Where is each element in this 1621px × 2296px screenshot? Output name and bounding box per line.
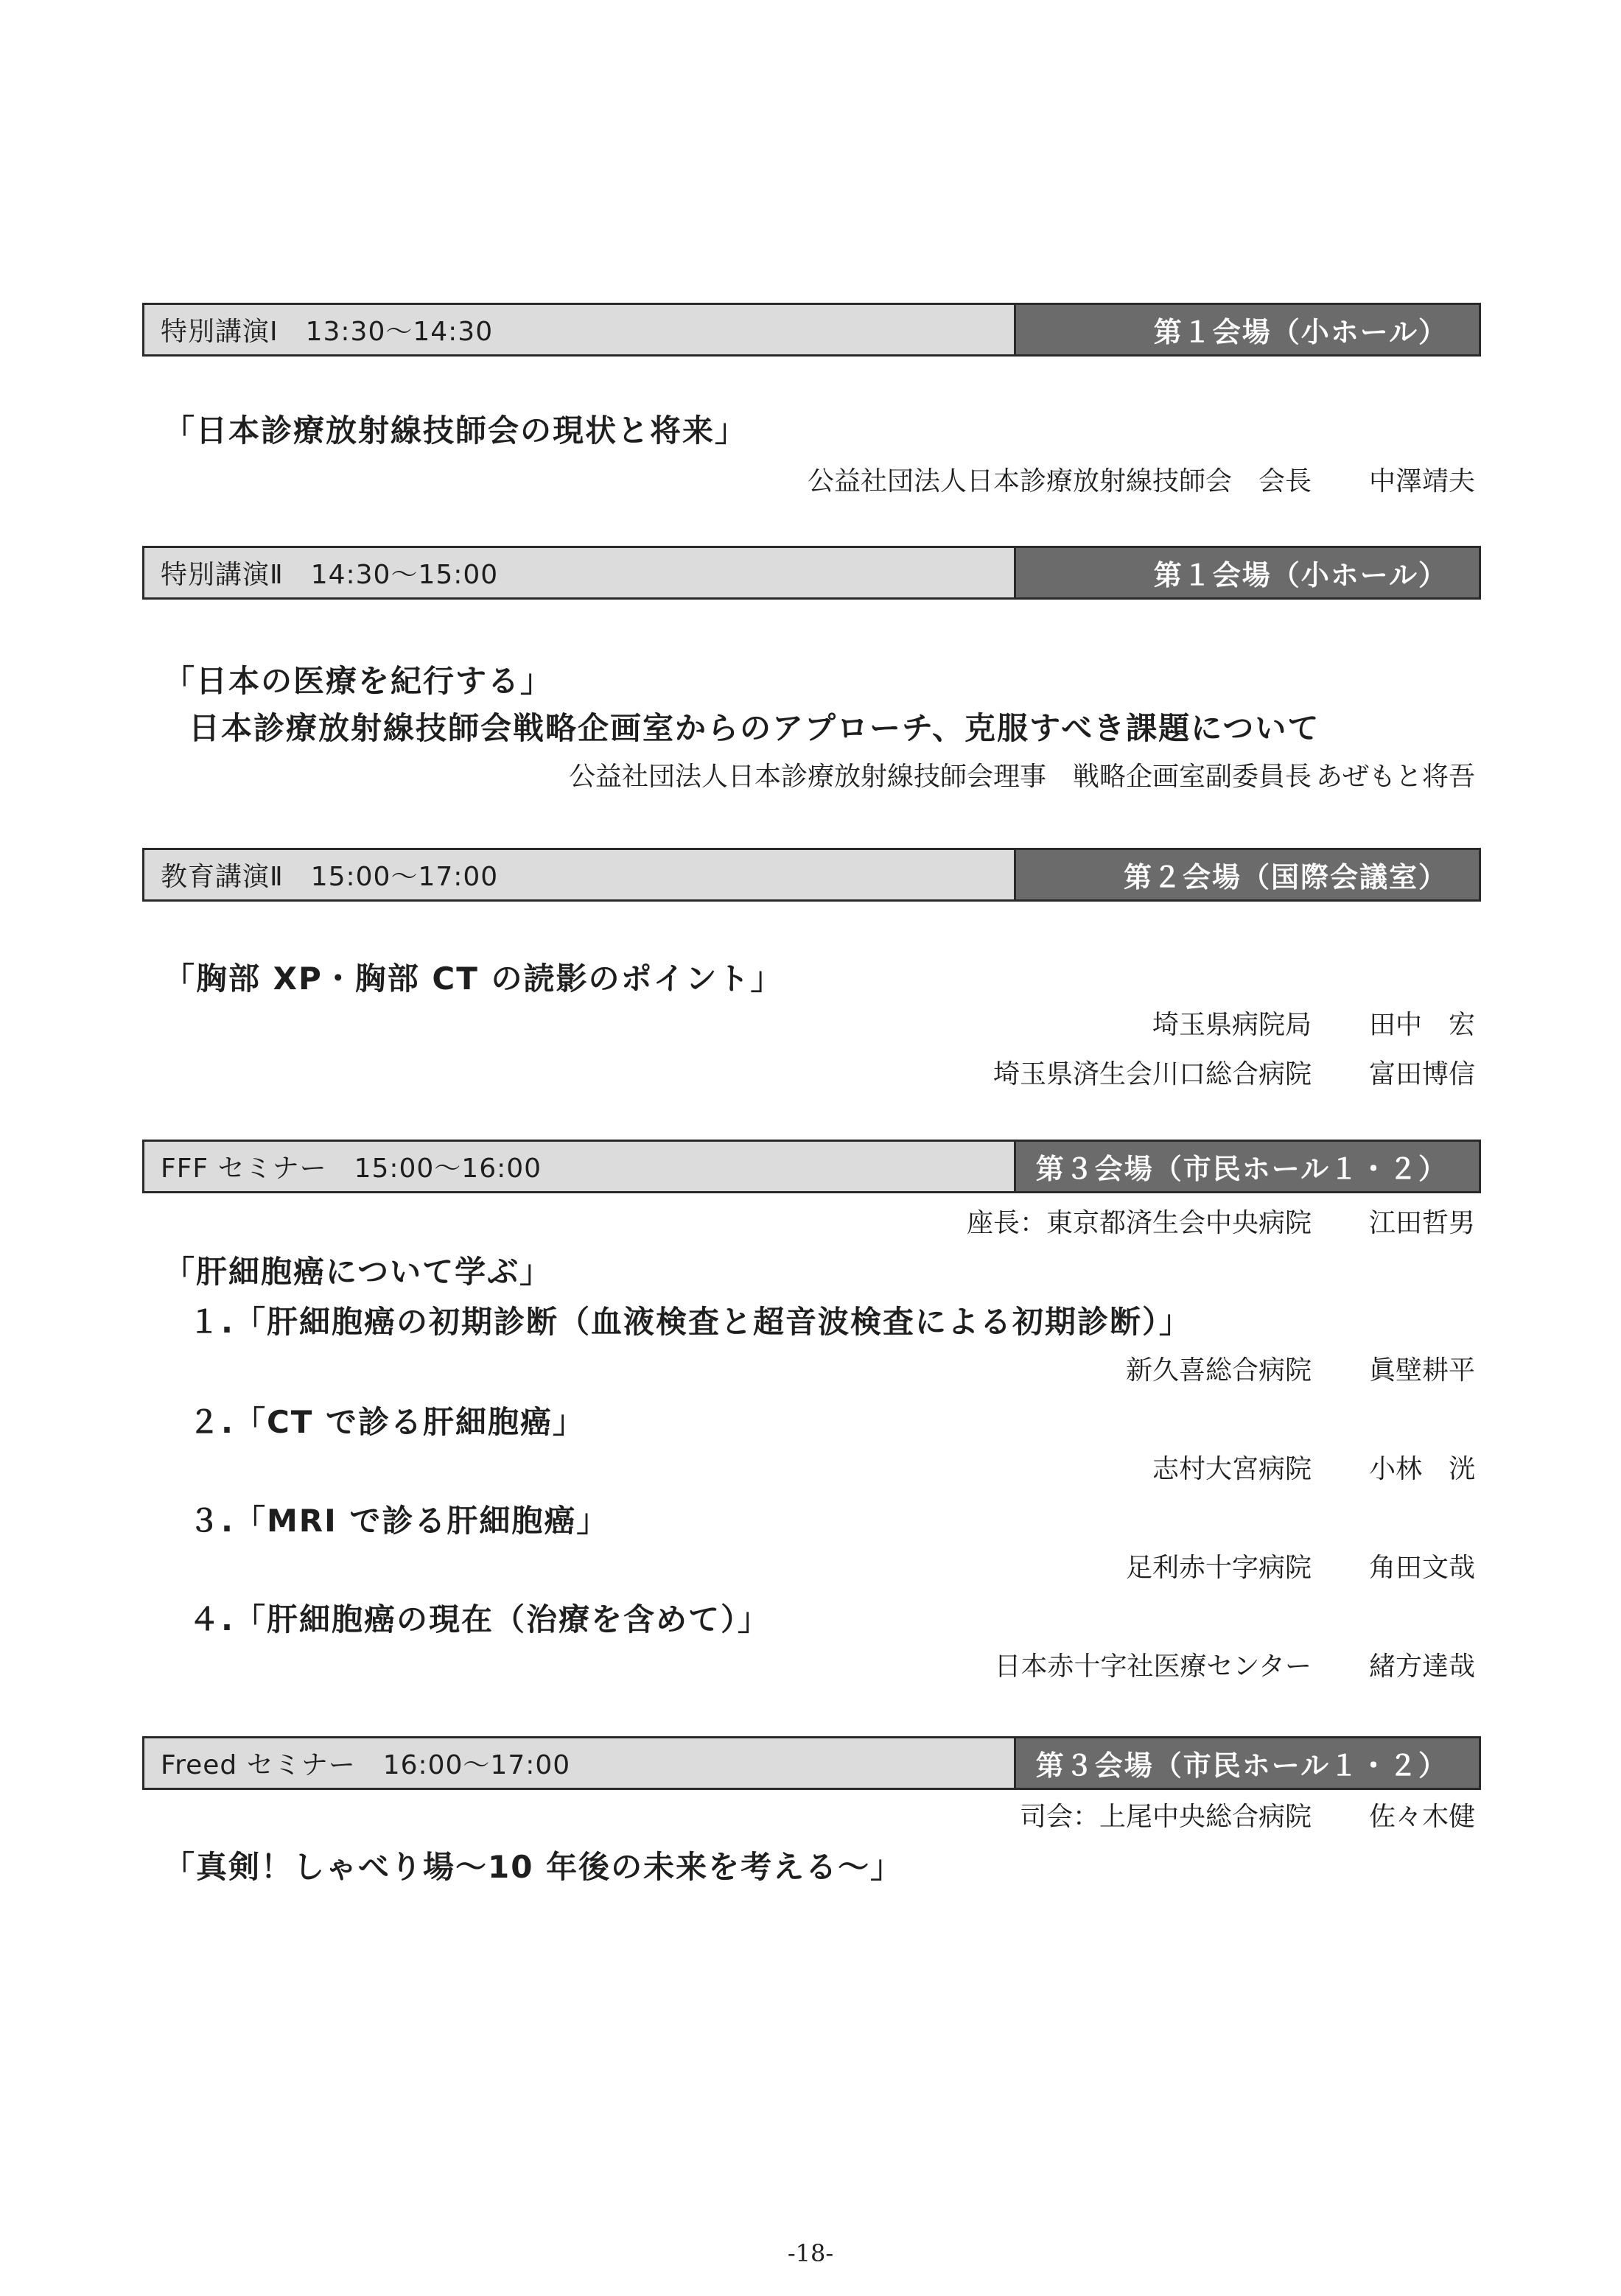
chair-affiliation: 司会：上尾中央総合病院 (1019, 1802, 1312, 1832)
session-time-label: 特別講演Ⅰ 13:30〜14:30 (144, 305, 1016, 354)
session-venue-label: 第１会場（小ホール） (1016, 548, 1479, 597)
speaker-name: 田中 宏 (1368, 1010, 1475, 1040)
session-time-label: 教育講演Ⅱ 15:00〜17:00 (144, 850, 1016, 899)
chair-name: 佐々木健 (1368, 1802, 1475, 1832)
seminar-item-title: ４.「肝細胞癌の現在（治療を含めて）」 (189, 1601, 770, 1637)
speaker-affiliation: 埼玉県済生会川口総合病院 (992, 1059, 1312, 1089)
chair-affiliation: 座長：東京都済生会中央病院 (966, 1208, 1312, 1238)
speaker-affiliation: 日本赤十字社医療センター (994, 1651, 1312, 1682)
lecture-title: 「日本診療放射線技師会の現状と将来」 (164, 412, 748, 449)
session-time-label: 特別講演Ⅱ 14:30〜15:00 (144, 548, 1016, 597)
seminar-title: 「真剣！しゃべり場〜10 年後の未来を考える〜」 (164, 1849, 903, 1885)
speaker-affiliation: 埼玉県病院局 (1152, 1010, 1312, 1040)
session-venue-label: 第３会場（市民ホール１・２） (1016, 1142, 1479, 1191)
session-time-label: Freed セミナー 16:00〜17:00 (144, 1738, 1016, 1788)
speaker-name: 中澤靖夫 (1368, 466, 1475, 496)
session-time-label: FFF セミナー 15:00〜16:00 (144, 1142, 1016, 1191)
lecture-subtitle: 日本診療放射線技師会戦略企画室からのアプローチ、克服すべき課題について (189, 710, 1320, 746)
lecture-title: 「日本の医療を紀行する」 (164, 663, 553, 699)
speaker-name: 角田文哉 (1368, 1553, 1475, 1583)
seminar-item-title: ３.「MRI で診る肝細胞癌」 (189, 1503, 609, 1539)
speaker-affiliation: 志村大宮病院 (1152, 1454, 1312, 1484)
session-venue-label: 第３会場（市民ホール１・２） (1016, 1738, 1479, 1788)
speaker-affiliation: 足利赤十字病院 (1125, 1553, 1312, 1583)
speaker-affiliation: 公益社団法人日本診療放射線技師会 会長 (807, 466, 1312, 496)
session-header-freed-seminar (142, 1736, 1481, 1790)
session-header-special-lecture-2 (142, 546, 1481, 600)
speaker-name: 小林 洸 (1368, 1454, 1475, 1484)
speaker-name: 富田博信 (1368, 1059, 1475, 1089)
seminar-item-title: １.「肝細胞癌の初期診断（血液検査と超音波検査による初期診断）」 (189, 1304, 1191, 1340)
speaker-affiliation: 新久喜総合病院 (1125, 1355, 1312, 1386)
session-header-special-lecture-1 (142, 303, 1481, 357)
chair-name: 江田哲男 (1368, 1208, 1475, 1238)
speaker-affiliation: 公益社団法人日本診療放射線技師会理事 戦略企画室副委員長 (568, 762, 1312, 792)
session-header-fff-seminar (142, 1140, 1481, 1193)
seminar-item-title: ２.「CT で診る肝細胞癌」 (189, 1404, 586, 1440)
lecture-title: 「胸部 XP・胸部 CT の読影のポイント」 (164, 961, 783, 997)
session-venue-label: 第１会場（小ホール） (1016, 305, 1479, 354)
seminar-title: 「肝細胞癌について学ぶ」 (164, 1254, 553, 1290)
page-number: -18- (787, 2239, 834, 2267)
session-venue-label: 第２会場（国際会議室） (1016, 850, 1479, 899)
speaker-name: 眞壁耕平 (1368, 1355, 1475, 1386)
speaker-name: 緒方達哉 (1368, 1651, 1475, 1682)
session-header-education-lecture-2 (142, 848, 1481, 902)
speaker-name: あぜもと将吾 (1315, 762, 1475, 792)
